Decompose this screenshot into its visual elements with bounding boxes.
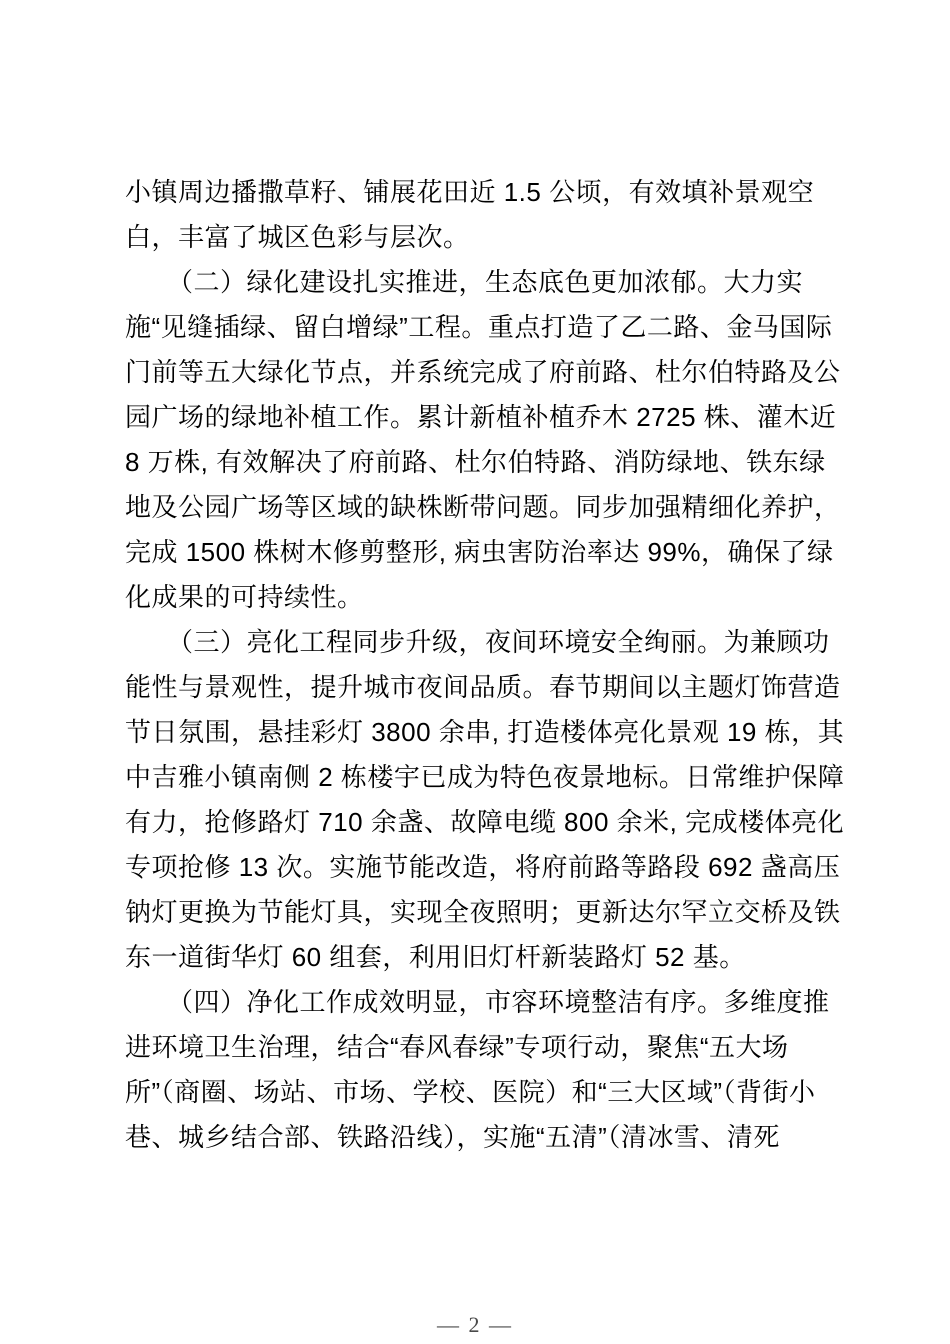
text-line: 门前等五大绿化节点，并系统完成了府前路、杜尔伯特路及公	[125, 357, 841, 387]
text-line: 能性与景观性，提升城市夜间品质。春节期间以主题灯饰营造	[125, 672, 841, 702]
text-line: （三）亮化工程同步升级，夜间环境安全绚丽。为兼顾功	[167, 627, 830, 657]
text-line: 园广场的绿地补植工作。累计新植补植乔木 2725 株、灌木近	[125, 402, 837, 432]
text-line: 有力，抢修路灯 710 余盏、故障电缆 800 余米, 完成楼体亮化	[125, 807, 845, 837]
paragraph	[125, 170, 848, 260]
paragraph	[125, 260, 848, 620]
text-line: 完成 1500 株树木修剪整形, 病虫害防治率达 99%，确保了绿	[125, 537, 834, 567]
text-line: 化成果的可持续性。	[125, 582, 364, 612]
text-line: 小镇周边播撒草籽、铺展花田近 1.5 公顷，有效填补景观空	[125, 177, 815, 207]
text-line: 专项抢修 13 次。实施节能改造，将府前路等路段 692 盏高压	[125, 852, 841, 882]
document-body	[125, 170, 848, 1160]
page-number: — 2 —	[437, 1312, 513, 1337]
text-line: 节日氛围，悬挂彩灯 3800 余串, 打造楼体亮化景观 19 栋，其	[125, 717, 845, 747]
text-line: 白，丰富了城区色彩与层次。	[125, 222, 470, 252]
text-line: 东一道街华灯 60 组套，利用旧灯杆新装路灯 52 基。	[125, 942, 746, 972]
text-line: 钠灯更换为节能灯具，实现全夜照明；更新达尔罕立交桥及铁	[125, 897, 841, 927]
text-line: 中吉雅小镇南侧 2 栋楼宇已成为特色夜景地标。日常维护保障	[125, 762, 845, 792]
text-line: 施“见缝插绿、留白增绿”工程。重点打造了乙二路、金马国际	[125, 312, 833, 342]
text-line: （二）绿化建设扎实推进，生态底色更加浓郁。大力实	[167, 267, 804, 297]
text-line: （四）净化工作成效明显，市容环境整洁有序。多维度推	[167, 987, 830, 1017]
paragraph	[125, 620, 848, 980]
text-line: 地及公园广场等区域的缺株断带问题。同步加强精细化养护，	[125, 492, 841, 522]
text-line: 所”（商圈、场站、市场、学校、医院）和“三大区域”（背街小	[125, 1077, 816, 1107]
paragraph	[125, 980, 848, 1160]
text-line: 8 万株, 有效解决了府前路、杜尔伯特路、消防绿地、铁东绿	[125, 447, 826, 477]
text-line: 进环境卫生治理，结合“春风春绿”专项行动，聚焦“五大场	[125, 1032, 789, 1062]
text-line: 巷、城乡结合部、铁路沿线），实施“五清”（清冰雪、清死	[125, 1122, 780, 1152]
